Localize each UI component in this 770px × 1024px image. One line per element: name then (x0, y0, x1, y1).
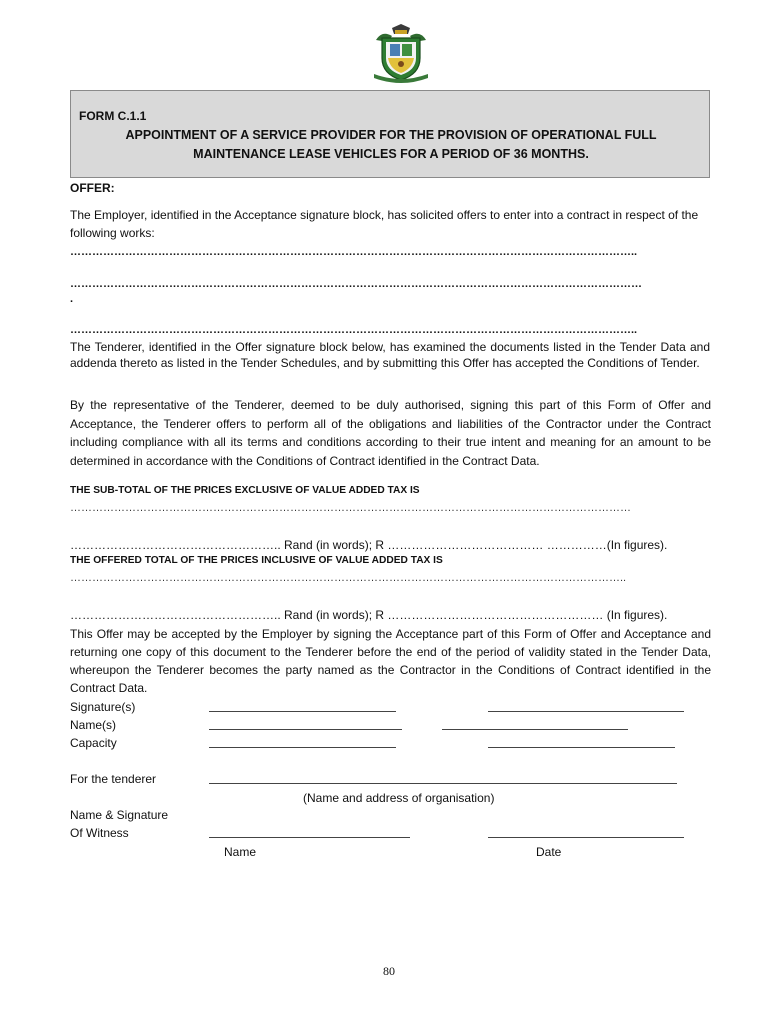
works-dotted-line-3: ……………………………………………………………………………………………………………………………………….. (70, 324, 638, 336)
subtotal-amount-line: …………………………………………….. Rand (in words); R ………………………………… ……………(In figures). (70, 538, 668, 552)
offer-heading: OFFER: (70, 181, 115, 195)
subtotal-heading: THE SUB-TOTAL OF THE PRICES EXCLUSIVE OF VALUE ADDED TAX IS (70, 485, 420, 496)
works-dotted-line-1: ……………………………………………………………………………………………………………………………………….. (70, 246, 638, 258)
capacity-line-2[interactable] (488, 747, 675, 748)
offered-total-dotted-line: …………………………………………………………………………………………………………………………………….. (70, 572, 627, 584)
representative-paragraph: By the representative of the Tenderer, deemed to be duly authorised, signing this part of this Form of Offer and Acceptance, the Tenderer offers to perform all of the obligations and liabilities of the Contractor under the Contract including compliance with all its terms and conditions according to their true intent and meaning for an amount to be determined in accordance with the Conditions of Contract identified in the Contract Data. (70, 398, 711, 468)
names-label: Name(s) (70, 718, 117, 732)
offered-total-heading: THE OFFERED TOTAL OF THE PRICES INCLUSIVE OF VALUE ADDED TAX IS (70, 555, 443, 566)
acceptance-paragraph: This Offer may be accepted by the Employer by signing the Acceptance part of this Form of Offer and Acceptance and returning one copy of this document to the Tenderer before the end of the period of validity stated in the Tender Data, whereupon the Tenderer becomes the party named as the Contractor in the Conditions of Contract identified in the Contract Data. (70, 627, 711, 695)
form-title-line-1: APPOINTMENT OF A SERVICE PROVIDER FOR THE PROVISION OF OPERATIONAL FULL (125, 128, 657, 142)
witness-date-caption: Date (536, 845, 562, 859)
witness-label-line-1: Name & Signature (70, 808, 169, 822)
tenderer-examined-paragraph: The Tenderer, identified in the Offer signature block below, has examined the documents listed in the Tender Data and addenda thereto as listed in the Tender Schedules, and by submitting this Offer has accepted the Conditions of Tender. (70, 340, 710, 370)
works-dotted-line-2: ………………………………………………………………………………………………………………………………………… (70, 278, 642, 290)
signature-line-2[interactable] (488, 711, 684, 712)
witness-name-caption: Name (224, 845, 257, 859)
capacity-label: Capacity (70, 736, 117, 750)
works-dotted-line-2-tail: . (70, 293, 74, 305)
organisation-line[interactable] (209, 783, 677, 784)
subtotal-dotted-line: ……………………………………………………………………………………………………………………………………… (70, 502, 631, 514)
offer-intro-text: The Employer, identified in the Acceptance signature block, has solicited offers to enter into a contract in respect of the following works: (70, 208, 699, 240)
page-number: 80 (383, 964, 395, 978)
capacity-line-1[interactable] (209, 747, 396, 748)
witness-name-line[interactable] (209, 837, 410, 838)
signature-label: Signature(s) (70, 700, 136, 714)
form-number: FORM C.1.1 (79, 109, 147, 123)
for-tenderer-label: For the tenderer (70, 772, 157, 786)
municipal-crest-logo (368, 22, 434, 84)
organisation-caption: (Name and address of organisation) (303, 791, 495, 805)
witness-label-line-2: Of Witness (70, 826, 129, 840)
signature-line-1[interactable] (209, 711, 396, 712)
offered-total-amount-line: …………………………………………….. Rand (in words); R ……………………………………………… (In figures). (70, 608, 668, 622)
name-line-1[interactable] (209, 729, 402, 730)
witness-date-line[interactable] (488, 837, 684, 838)
form-header-box (70, 90, 710, 178)
form-title-line-2: MAINTENANCE LEASE VEHICLES FOR A PERIOD OF 36 MONTHS. (193, 147, 589, 161)
form-title (71, 126, 711, 164)
name-line-2[interactable] (442, 729, 628, 730)
